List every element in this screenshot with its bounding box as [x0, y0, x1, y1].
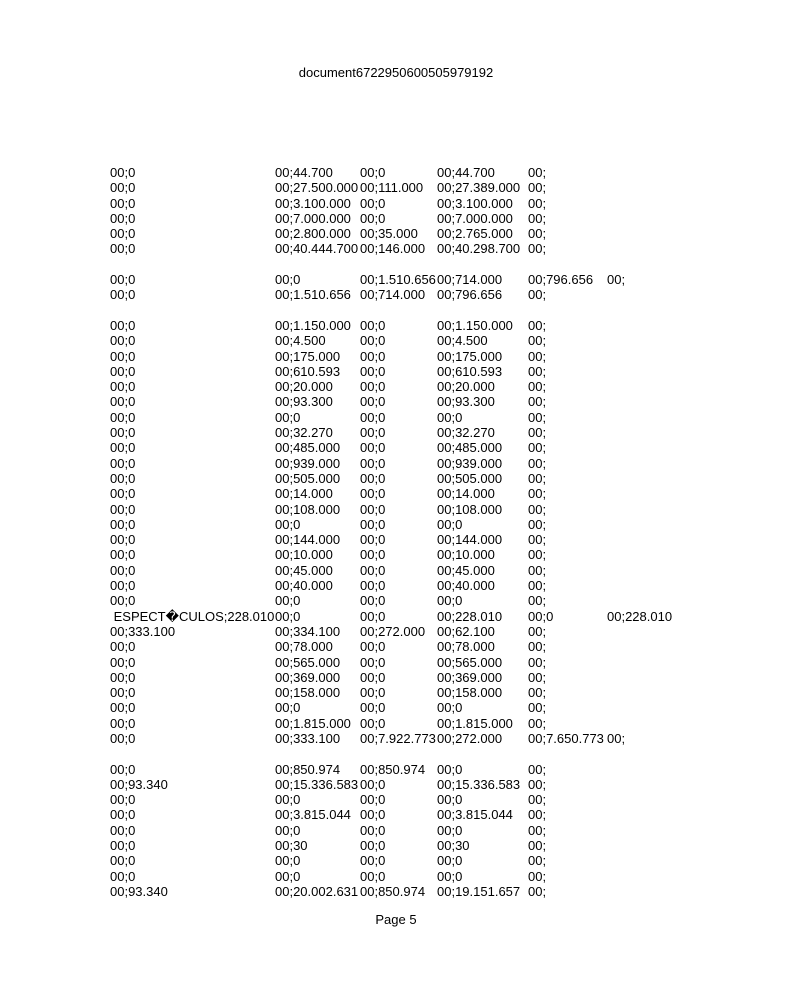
table-cell: 00;: [528, 807, 547, 823]
table-cell: 00;0: [275, 593, 301, 609]
table-cell: 00;45.000: [437, 562, 495, 578]
table-cell: 00;144.000: [275, 532, 341, 548]
table-cell: 00;0: [110, 868, 136, 884]
table-cell: 00;0: [437, 761, 463, 777]
table-cell: 00;0: [110, 165, 136, 180]
table-row: [0, 471, 792, 486]
table-row: [0, 716, 792, 731]
table-cell: 00;0: [360, 516, 386, 532]
table-cell: 00;20.002.631: [275, 883, 359, 899]
table-cell: 00;14.000: [275, 486, 333, 502]
table-cell: 00;0: [437, 516, 463, 532]
table-row: [0, 532, 792, 547]
table-cell: 00;939.000: [437, 455, 503, 471]
table-cell: 00;0: [360, 470, 386, 486]
table-cell: 00;333.100: [110, 623, 176, 639]
table-cell: 00;1.150.000: [437, 317, 513, 333]
table-row: [0, 609, 792, 624]
table-cell: 00;0: [110, 333, 136, 349]
table-cell: 00;: [528, 348, 547, 364]
table-cell: 00;: [528, 761, 547, 777]
table-row: [0, 853, 792, 868]
table-cell: 00;0: [110, 838, 136, 854]
table-row: [0, 731, 792, 746]
table-cell: 00;: [528, 685, 547, 701]
table-cell: 00;: [607, 272, 626, 288]
table-row: [0, 547, 792, 562]
table-cell: 00;0: [110, 562, 136, 578]
table-cell: 00;: [528, 363, 547, 379]
table-row: [0, 440, 792, 455]
table-cell: 00;0: [360, 440, 386, 456]
table-row: [0, 655, 792, 670]
table-row: [0, 349, 792, 364]
table-cell: 00;: [528, 792, 547, 808]
table-cell: 00;40.444.700: [275, 241, 359, 257]
table-cell: 00;: [528, 195, 547, 211]
table-row: [0, 807, 792, 822]
table-cell: 00;32.270: [275, 425, 333, 441]
table-cell: 00;93.300: [275, 394, 333, 410]
table-cell: 00;0: [360, 838, 386, 854]
table-cell: 00;0: [360, 562, 386, 578]
table-cell: 00;: [528, 333, 547, 349]
table-cell: 00;0: [110, 654, 136, 670]
table-cell: 00;: [528, 700, 547, 716]
table-row: [0, 364, 792, 379]
table-cell: 00;175.000: [275, 348, 341, 364]
table-cell: 00;0: [437, 822, 463, 838]
table-cell: 00;0: [110, 287, 136, 303]
table-cell: 00;: [528, 883, 547, 899]
block-spacer: [0, 303, 792, 318]
table-cell: 00;0: [360, 853, 386, 869]
table-cell: 00;2.800.000: [275, 226, 351, 242]
table-cell: 00;0: [110, 639, 136, 655]
table-cell: 00;0: [275, 700, 301, 716]
table-cell: 00;485.000: [437, 440, 503, 456]
table-cell: 00;369.000: [437, 669, 503, 685]
table-cell: 00;: [528, 409, 547, 425]
table-cell: 00;: [528, 776, 547, 792]
table-cell: 00;: [528, 838, 547, 854]
table-cell: 00;0: [110, 761, 136, 777]
table-cell: 00;78.000: [437, 639, 495, 655]
table-cell: 00;610.593: [275, 363, 341, 379]
table-cell: 00;62.100: [437, 623, 495, 639]
table-cell: 00;0: [110, 853, 136, 869]
table-cell: 00;: [528, 501, 547, 517]
table-cell: 00;10.000: [275, 547, 333, 563]
table-cell: 00;0: [360, 532, 386, 548]
table-cell: 00;: [528, 578, 547, 594]
table-row: [0, 241, 792, 256]
table-row: [0, 486, 792, 501]
table-row: [0, 670, 792, 685]
table-cell: 00;27.500.000: [275, 180, 359, 196]
table-cell: 00;0: [360, 685, 386, 701]
table-cell: 00;0: [110, 715, 136, 731]
table-cell: 00;14.000: [437, 486, 495, 502]
table-cell: 00;20.000: [275, 379, 333, 395]
table-cell: 00;: [528, 562, 547, 578]
table-cell: 00;7.000.000: [437, 210, 513, 226]
table-cell: 00;3.815.044: [437, 807, 513, 823]
table-cell: 00;: [528, 654, 547, 670]
table-row: [0, 593, 792, 608]
table-cell: 00;272.000: [437, 730, 503, 746]
table-cell: 00;0: [360, 394, 386, 410]
table-row: [0, 624, 792, 639]
table-cell: 00;610.593: [437, 363, 503, 379]
table-cell: 00;272.000: [360, 623, 426, 639]
table-cell: 00;0: [110, 486, 136, 502]
table-cell: 00;158.000: [275, 685, 341, 701]
table-cell: 00;0: [110, 440, 136, 456]
table-cell: 00;0: [360, 379, 386, 395]
table-cell: 00;0: [360, 700, 386, 716]
table-cell: 00;0: [360, 348, 386, 364]
table-row: [0, 333, 792, 348]
table-row: [0, 639, 792, 654]
table-cell: 00;: [528, 165, 547, 180]
table-cell: 00;: [528, 593, 547, 609]
table-cell: 00;: [528, 440, 547, 456]
table-cell: 00;0: [360, 455, 386, 471]
table-cell: 00;3.815.044: [275, 807, 351, 823]
table-cell: 00;0: [110, 700, 136, 716]
table-cell: 00;: [528, 639, 547, 655]
table-row: [0, 394, 792, 409]
table-cell: 00;850.974: [360, 883, 426, 899]
table-row: [0, 823, 792, 838]
table-cell: 00;0: [110, 317, 136, 333]
table-cell: 00;: [528, 853, 547, 869]
table-cell: 00;15.336.583: [437, 776, 521, 792]
table-row: [0, 318, 792, 333]
table-cell: 00;0: [360, 547, 386, 563]
table-cell: 00;4.500: [437, 333, 488, 349]
table-cell: 00;0: [275, 409, 301, 425]
table-cell: 00;40.000: [275, 578, 333, 594]
table-cell: 00;0: [110, 807, 136, 823]
table-cell: 00;0: [110, 470, 136, 486]
table-cell: 00;78.000: [275, 639, 333, 655]
table-row: [0, 502, 792, 517]
table-cell: 00;7.000.000: [275, 210, 351, 226]
table-cell: 00;0: [110, 685, 136, 701]
table-cell: 00;850.974: [275, 761, 341, 777]
table-cell: 00;369.000: [275, 669, 341, 685]
table-cell: 00;0: [360, 776, 386, 792]
table-cell: 00;20.000: [437, 379, 495, 395]
table-cell: 00;0: [437, 409, 463, 425]
table-cell: 00;0: [275, 792, 301, 808]
table-cell: 00;: [528, 379, 547, 395]
table-row: [0, 272, 792, 287]
table-cell: 00;0: [437, 868, 463, 884]
table-cell: 00;: [528, 715, 547, 731]
table-cell: 00;1.815.000: [437, 715, 513, 731]
table-cell: 00;0: [110, 593, 136, 609]
table-cell: 00;0: [275, 608, 301, 624]
table-cell: 00;0: [360, 715, 386, 731]
table-cell: 00;0: [110, 578, 136, 594]
table-row: [0, 211, 792, 226]
table-cell: 00;0: [110, 195, 136, 211]
table-cell: 00;228.010: [607, 608, 673, 624]
table-cell: 00;: [528, 241, 547, 257]
table-cell: 00;158.000: [437, 685, 503, 701]
table-cell: 00;0: [437, 792, 463, 808]
table-cell: 00;: [528, 455, 547, 471]
table-cell: 00;228.010: [437, 608, 503, 624]
table-cell: 00;485.000: [275, 440, 341, 456]
table-cell: 00;0: [110, 822, 136, 838]
table-row: [0, 869, 792, 884]
table-cell: 00;44.700: [437, 165, 495, 180]
table-cell: 00;0: [360, 822, 386, 838]
table-cell: 00;796.656: [528, 272, 594, 288]
table-cell: 00;0: [110, 241, 136, 257]
table-row: [0, 456, 792, 471]
table-cell: 00;0: [110, 379, 136, 395]
table-cell: 00;565.000: [437, 654, 503, 670]
table-cell: 00;0: [360, 210, 386, 226]
table-row: [0, 884, 792, 899]
table-cell: 00;30: [275, 838, 308, 854]
table-cell: 00;: [528, 210, 547, 226]
table-row: [0, 226, 792, 241]
table-cell: 00;: [528, 486, 547, 502]
table-cell: 00;: [528, 394, 547, 410]
table-row: [0, 792, 792, 807]
table-row: [0, 685, 792, 700]
table-cell: 00;0: [360, 317, 386, 333]
table-cell: 00;939.000: [275, 455, 341, 471]
page-number: Page 5: [375, 912, 417, 927]
table-cell: 00;: [528, 317, 547, 333]
table-cell: 00;0: [110, 455, 136, 471]
table-cell: 00;: [528, 623, 547, 639]
table-cell: 00;111.000: [360, 180, 424, 196]
block-spacer: [0, 746, 792, 761]
table-cell: 00;0: [360, 333, 386, 349]
table-cell: 00;0: [360, 409, 386, 425]
table-cell: 00;0: [360, 639, 386, 655]
table-cell: 00;0: [360, 165, 386, 180]
table-row: [0, 180, 792, 195]
table-cell: 00;0: [360, 195, 386, 211]
table-cell: 00;15.336.583: [275, 776, 359, 792]
table-cell: 00;0: [275, 868, 301, 884]
table-cell: 00;3.100.000: [437, 195, 513, 211]
table-cell: 00;0: [360, 363, 386, 379]
table-row: [0, 379, 792, 394]
table-cell: 00;32.270: [437, 425, 495, 441]
table-cell: 00;0: [360, 501, 386, 517]
table-cell: 00;: [528, 532, 547, 548]
table-cell: 00;505.000: [275, 470, 341, 486]
table-cell: 00;2.765.000: [437, 226, 513, 242]
table-cell: 00;93.340: [110, 776, 168, 792]
table-cell: 00;: [528, 868, 547, 884]
table-cell: 00;44.700: [275, 165, 333, 180]
table-row: [0, 196, 792, 211]
table-cell: 00;144.000: [437, 532, 503, 548]
table-row: [0, 287, 792, 302]
table-cell: 00;0: [360, 425, 386, 441]
table-cell: 00;1.815.000: [275, 715, 351, 731]
table-cell: 00;0: [110, 547, 136, 563]
table-cell: 00;0: [110, 394, 136, 410]
table-cell: 00;0: [437, 853, 463, 869]
table-cell: 00;146.000: [360, 241, 426, 257]
table-cell: 00;0: [110, 272, 136, 288]
table-cell: 00;0: [360, 669, 386, 685]
table-cell: 00;0: [360, 807, 386, 823]
table-row: [0, 700, 792, 715]
table-cell: 00;565.000: [275, 654, 341, 670]
table-cell: 00;0: [110, 226, 136, 242]
table-cell: 00;0: [110, 501, 136, 517]
table-cell: 00;714.000: [360, 287, 426, 303]
table-row: [0, 563, 792, 578]
table-cell: 00;0: [110, 348, 136, 364]
table-cell: 00;: [528, 287, 547, 303]
table-cell: 00;850.974: [360, 761, 426, 777]
table-cell: 00;0: [275, 822, 301, 838]
table-row: [0, 425, 792, 440]
table-row: [0, 165, 792, 180]
table-cell: 00;40.298.700: [437, 241, 521, 257]
table-cell: 00;: [528, 547, 547, 563]
table-cell: 00;505.000: [437, 470, 503, 486]
table-cell: 00;: [528, 226, 547, 242]
table-cell: 00;0: [110, 180, 136, 196]
table-cell: 00;1.510.656: [275, 287, 351, 303]
table-cell: 00;0: [360, 792, 386, 808]
table-cell: 00;19.151.657: [437, 883, 521, 899]
table-cell: 00;0: [110, 210, 136, 226]
data-rows-area: [0, 165, 792, 899]
table-cell: 00;333.100: [275, 730, 341, 746]
table-cell: 00;: [607, 730, 626, 746]
table-cell: 00;: [528, 669, 547, 685]
table-cell: 00;: [528, 516, 547, 532]
table-cell: 00;796.656: [437, 287, 503, 303]
table-cell: 00;0: [360, 593, 386, 609]
table-cell: 00;1.510.656: [360, 272, 436, 288]
table-cell: 00;108.000: [437, 501, 503, 517]
table-cell: 00;0: [110, 532, 136, 548]
table-cell: 00;7.922.773: [360, 730, 436, 746]
table-cell: 00;10.000: [437, 547, 495, 563]
table-cell: 00;0: [275, 272, 301, 288]
table-row: [0, 777, 792, 792]
table-cell: 00;0: [360, 868, 386, 884]
table-cell: 00;0: [110, 669, 136, 685]
table-cell: 00;108.000: [275, 501, 341, 517]
table-row: [0, 517, 792, 532]
table-cell: 00;0: [110, 409, 136, 425]
document-title: document6722950600505979192: [298, 65, 494, 80]
table-cell: 00;93.300: [437, 394, 495, 410]
table-cell: 00;0: [275, 516, 301, 532]
block-spacer: [0, 257, 792, 272]
table-cell: 00;27.389.000: [437, 180, 521, 196]
table-row: [0, 762, 792, 777]
table-cell: 00;7.650.773: [528, 730, 604, 746]
table-row: [0, 410, 792, 425]
table-cell: 00;: [528, 180, 547, 196]
table-cell: 00;35.000: [360, 226, 418, 242]
table-cell: 00;: [528, 822, 547, 838]
table-cell: 00;0: [360, 578, 386, 594]
table-cell: 00;: [528, 470, 547, 486]
table-cell: 00;0: [110, 730, 136, 746]
table-cell: 00;3.100.000: [275, 195, 351, 211]
table-cell: 00;40.000: [437, 578, 495, 594]
table-row: [0, 838, 792, 853]
table-cell: 00;0: [110, 516, 136, 532]
table-cell: 00;4.500: [275, 333, 326, 349]
table-cell: 00;0: [110, 425, 136, 441]
table-cell: 00;0: [528, 608, 554, 624]
table-cell: ESPECT�CULOS;228.010: [110, 608, 275, 624]
table-cell: 00;0: [275, 853, 301, 869]
table-cell: 00;0: [360, 486, 386, 502]
table-cell: 00;30: [437, 838, 470, 854]
table-cell: 00;93.340: [110, 883, 168, 899]
table-cell: 00;0: [360, 608, 386, 624]
table-cell: 00;45.000: [275, 562, 333, 578]
table-cell: 00;0: [110, 363, 136, 379]
table-cell: 00;175.000: [437, 348, 503, 364]
table-cell: 00;0: [110, 792, 136, 808]
table-cell: 00;1.150.000: [275, 317, 351, 333]
table-cell: 00;334.100: [275, 623, 341, 639]
table-row: [0, 578, 792, 593]
table-cell: 00;714.000: [437, 272, 503, 288]
table-cell: 00;0: [360, 654, 386, 670]
table-cell: 00;0: [437, 700, 463, 716]
table-cell: 00;0: [437, 593, 463, 609]
table-cell: 00;: [528, 425, 547, 441]
